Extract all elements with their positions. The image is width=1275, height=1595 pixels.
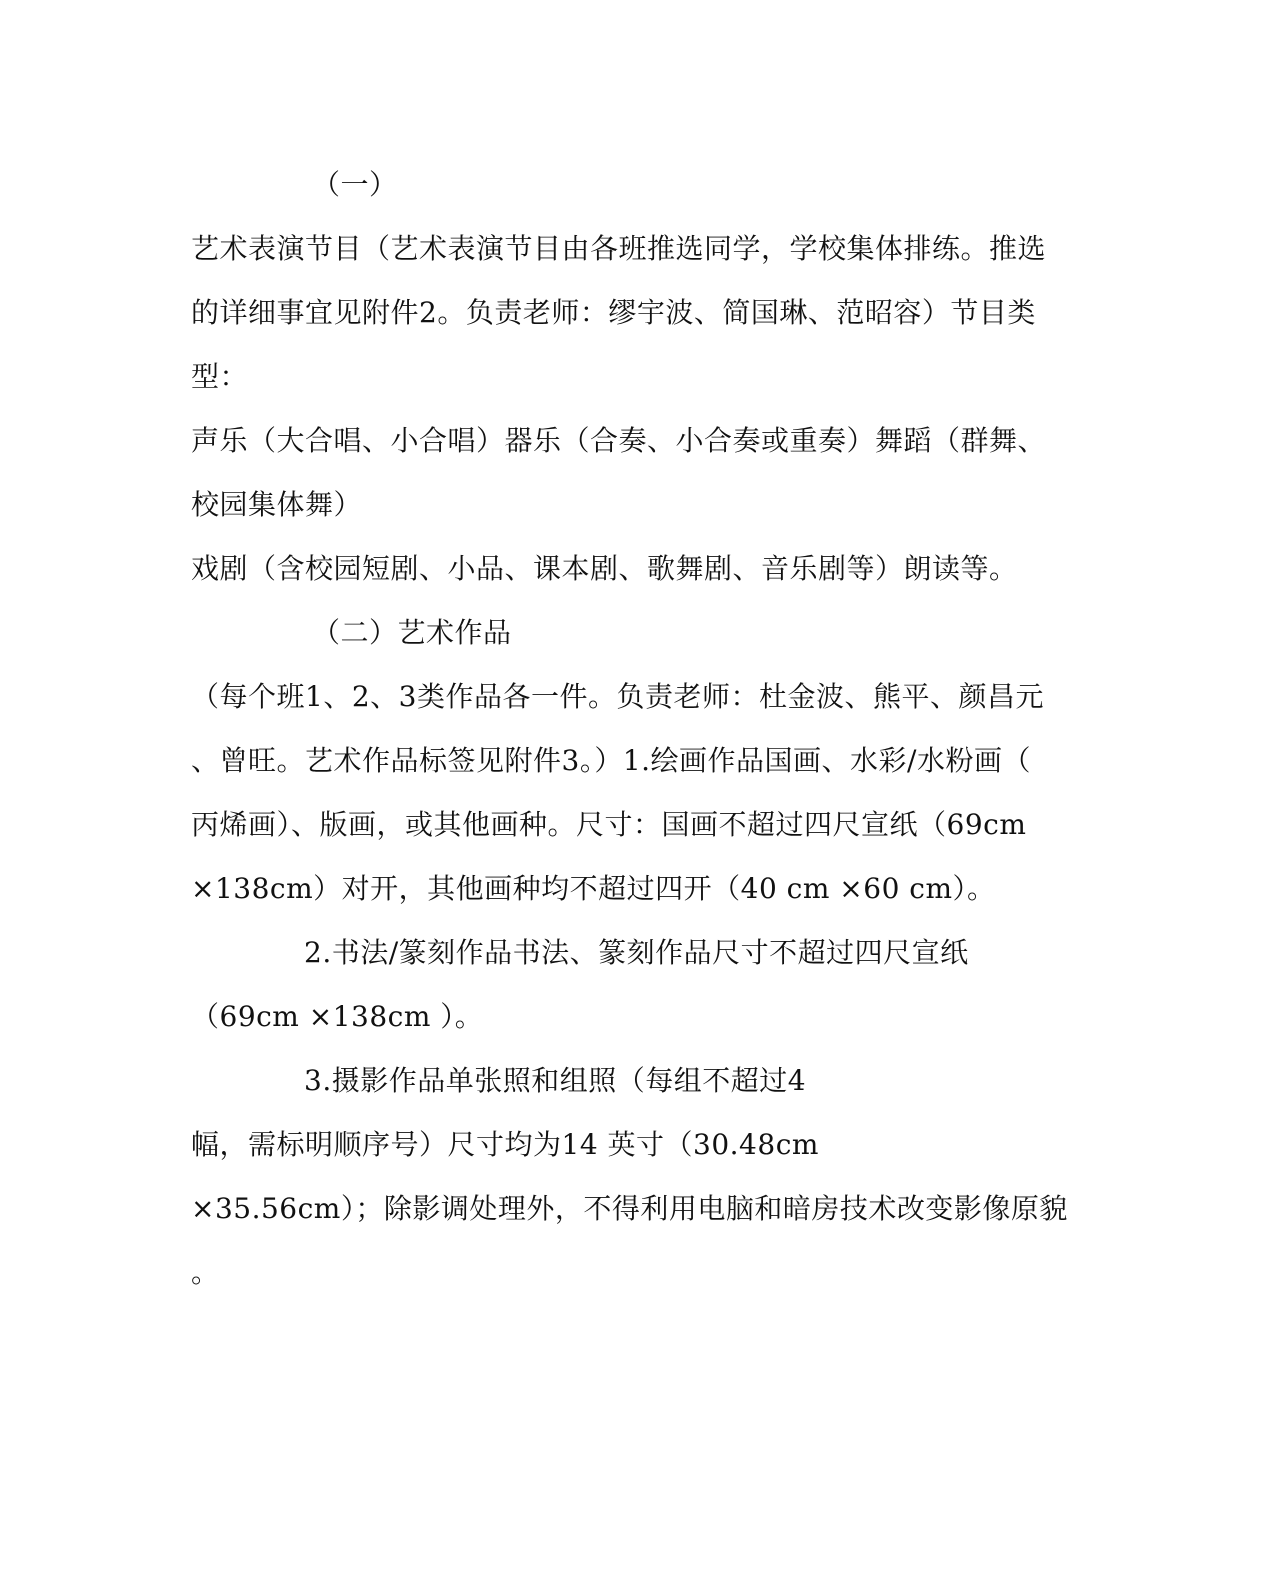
paragraph-line: （每个班1、2、3类作品各一件。负责老师：杜金波、熊平、颜昌元 — [191, 680, 1044, 713]
paragraph-line: 3.摄影作品单张照和组照（每组不超过4 — [304, 1064, 807, 1097]
paragraph-line: ×35.56cm）；除影调处理外，不得利用电脑和暗房技术改变影像原貌 — [191, 1192, 1068, 1225]
paragraph-line: 型： — [191, 360, 249, 393]
paragraph-line: 的详细事宜见附件2。负责老师：缪宇波、简国琳、范昭容）节目类 — [191, 296, 1036, 329]
paragraph-line: 2.书法/篆刻作品书法、篆刻作品尺寸不超过四尺宣纸 — [304, 936, 969, 969]
paragraph-line: 艺术表演节目（艺术表演节目由各班推选同学，学校集体排练。推选 — [191, 232, 1047, 265]
section-heading-2: （二）艺术作品 — [312, 616, 512, 649]
section-heading-1: （一） — [312, 168, 398, 201]
paragraph-line: 。 — [191, 1256, 220, 1289]
paragraph-line: 丙烯画）、版画，或其他画种。尺寸：国画不超过四尺宣纸（69cm — [191, 808, 1027, 841]
paragraph-line: （69cm ×138cm ）。 — [191, 1000, 484, 1033]
paragraph-line: ×138cm）对开，其他画种均不超过四开（40 cm ×60 cm）。 — [191, 872, 996, 905]
paragraph-line: 戏剧（含校园短剧、小品、课本剧、歌舞剧、音乐剧等）朗读等。 — [191, 552, 1018, 585]
paragraph-line: 校园集体舞） — [191, 488, 363, 521]
paragraph-line: 、曾旺。艺术作品标签见附件3。）1.绘画作品国画、水彩/水粉画（ — [191, 744, 1031, 777]
paragraph-line: 幅，需标明顺序号）尺寸均为14 英寸（30.48cm — [191, 1128, 819, 1161]
paragraph-line: 声乐（大合唱、小合唱）器乐（合奏、小合奏或重奏）舞蹈（群舞、 — [191, 424, 1047, 457]
